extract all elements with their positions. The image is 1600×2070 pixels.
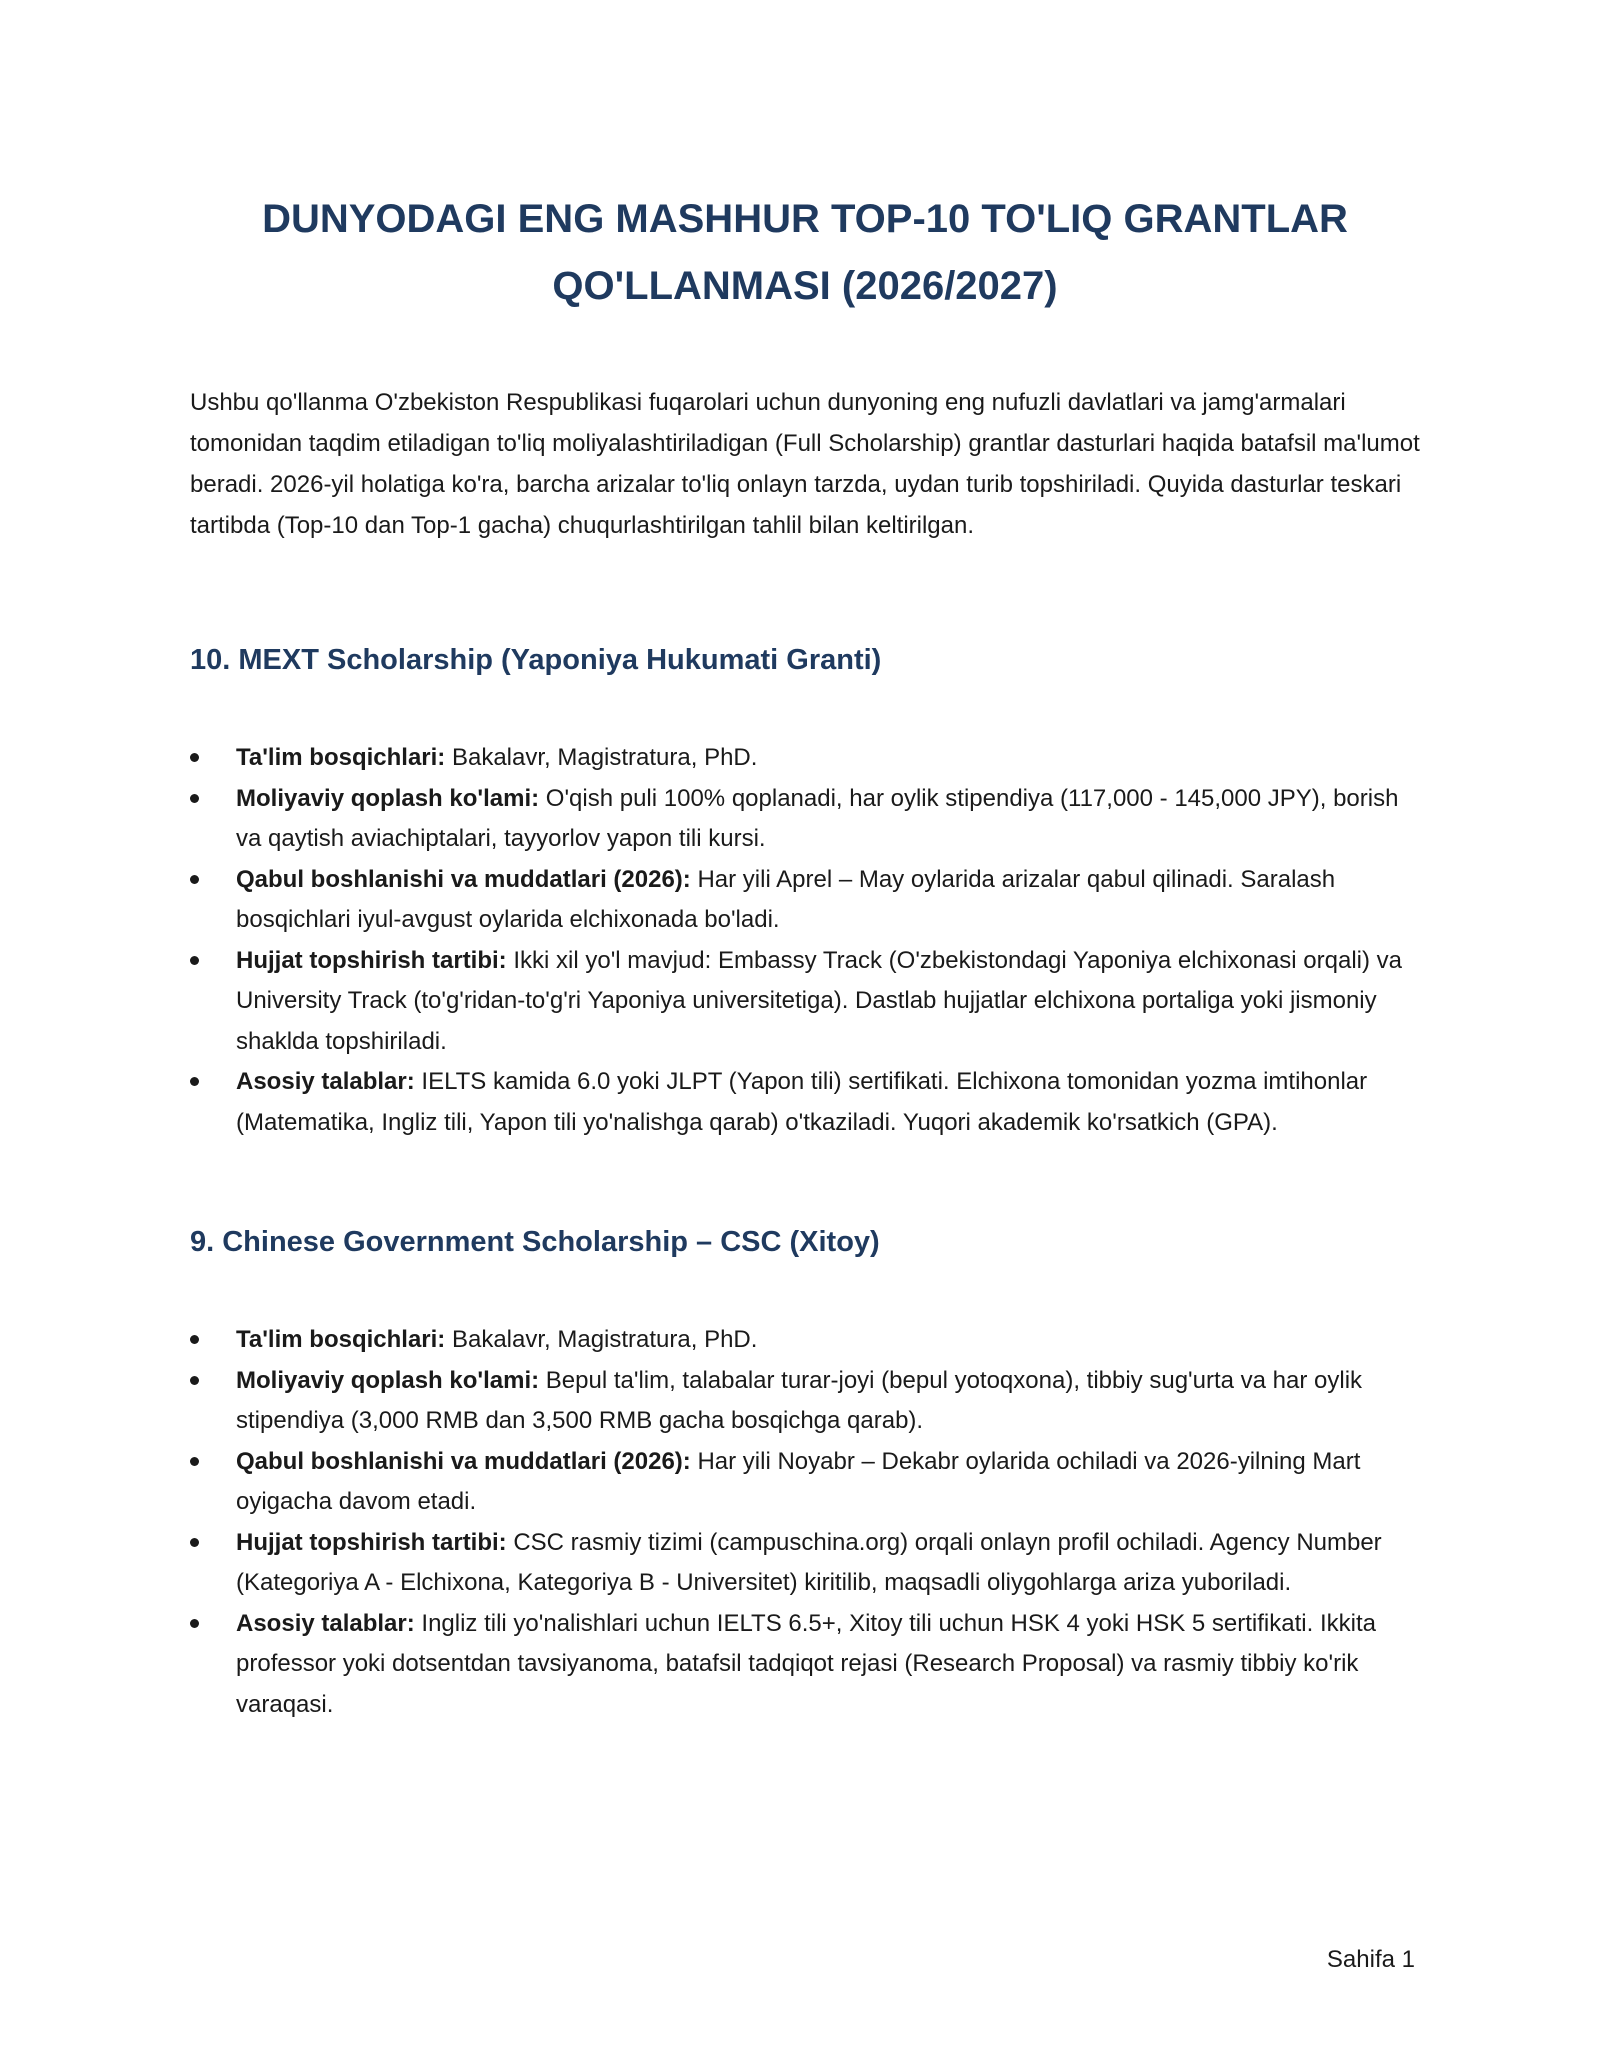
item-label: Qabul boshlanishi va muddatlari (2026): [236, 1447, 691, 1475]
item-label: Moliyaviy qoplash ko'lami: [236, 1366, 540, 1394]
item-label: Ta'lim bosqichlari: [236, 744, 446, 771]
list-item [190, 1320, 1430, 1361]
list-item [190, 1361, 1430, 1442]
title-line-2: QO'LLANMASI (2026/2027) [552, 264, 1058, 308]
item-label: Asosiy talablar: [236, 1068, 415, 1095]
section-heading-csc: 9. Chinese Government Scholarship – CSC (Xitoy) [190, 1226, 880, 1258]
bullet-icon [190, 956, 199, 965]
section-list-mext [190, 738, 1430, 1143]
section-heading-mext: 10. MEXT Scholarship (Yaponiya Hukumati Granti) [190, 644, 882, 676]
bullet-icon [190, 1457, 199, 1466]
bullet-icon [190, 1335, 199, 1344]
list-item [190, 1442, 1430, 1523]
title-line-1: DUNYODAGI ENG MASHHUR TOP-10 TO'LIQ GRANTLAR [262, 197, 1348, 241]
list-item [190, 860, 1430, 941]
item-label: Hujjat topshirish tartibi: [236, 946, 507, 974]
item-text: Bakalavr, Magistratura, PhD. [445, 744, 758, 771]
item-text: Bakalavr, Magistratura, PhD. [445, 1326, 758, 1353]
item-text: CSC rasmiy tizimi (campuschina.org) orqali onlayn profil ochiladi. Agency Number (Kategoriya A - Elchixona, Kategoriya B - Universitet) kiritilib, maqsadli oliygohlarga ariza yuboriladi. [236, 1528, 1382, 1596]
bullet-icon [190, 753, 199, 762]
item-text: Ikki xil yo'l mavjud: Embassy Track (O'zbekistondagi Yaponiya elchixonasi orqali) va University Track (to'g'ridan-to'g'ri Yaponiya universitetiga). Dastlab hujjatlar elchixona portaliga yoki jismoniy shaklda topshiriladi. [236, 946, 1402, 1055]
section-list-csc [190, 1320, 1430, 1725]
list-item [190, 1604, 1430, 1726]
document-title [190, 186, 1420, 320]
item-label: Hujjat topshirish tartibi: [236, 1528, 507, 1556]
bullet-icon [190, 794, 199, 803]
item-label: Moliyaviy qoplash ko'lami: [236, 784, 540, 812]
item-text: IELTS kamida 6.0 yoki JLPT (Yapon tili) sertifikati. Elchixona tomonidan yozma imtihonlar (Matematika, Ingliz tili, Yapon tili yo'nalishga qarab) o'tkaziladi. Yuqori akademik ko'rsatkich (GPA). [236, 1068, 1368, 1136]
intro-paragraph: Ushbu qo'llanma O'zbekiston Respublikasi fuqarolari uchun dunyoning eng nufuzli davlatlari va jamg'armalari tomonidan taqdim etiladigan to'liq moliyalashtiriladigan (Full Scholarship) grantlar dasturlari haqida batafsil ma'lumot beradi. 2026-yil holatiga ko'ra, barcha arizalar to'liq onlayn tarzda, uydan turib topshiriladi. Quyida dasturlar teskari tartibda (Top-10 dan Top-1 gacha) chuqurlashtirilgan tahlil bilan keltirilgan. [190, 389, 1420, 539]
bullet-icon [190, 1619, 199, 1628]
list-item [190, 1062, 1430, 1143]
bullet-icon [190, 1376, 199, 1385]
bullet-icon [190, 1538, 199, 1547]
item-label: Asosiy talablar: [236, 1609, 415, 1637]
item-label: Qabul boshlanishi va muddatlari (2026): [236, 865, 691, 893]
item-text: Har yili Aprel – May oylarida arizalar qabul qilinadi. Saralash bosqichlari iyul-avgust oylarida elchixonada bo'ladi. [236, 865, 1336, 933]
list-item [190, 941, 1430, 1063]
item-text: Bepul ta'lim, talabalar turar-joyi (bepul yotoqxona), tibbiy sug'urta va har oylik stipendiya (3,000 RMB dan 3,500 RMB gacha bosqichga qarab). [236, 1366, 1363, 1434]
item-text: Ingliz tili yo'nalishlari uchun IELTS 6.5+, Xitoy tili uchun HSK 4 yoki HSK 5 sertifikati. Ikkita professor yoki dotsentdan tavsiyanoma, batafsil tadqiqot rejasi (Research Proposal) va rasmiy tibbiy ko'rik varaqasi. [236, 1609, 1376, 1718]
item-text: Har yili Noyabr – Dekabr oylarida ochiladi va 2026-yilning Mart oyigacha davom etadi. [236, 1447, 1361, 1515]
bullet-icon [190, 1077, 199, 1086]
item-label: Ta'lim bosqichlari: [236, 1326, 446, 1353]
list-item [190, 1523, 1430, 1604]
page-number: Sahifa 1 [1326, 1946, 1415, 1973]
bullet-icon [190, 875, 199, 884]
item-text: O'qish puli 100% qoplanadi, har oylik stipendiya (117,000 - 145,000 JPY), borish va qaytish aviachiptalari, tayyorlov yapon tili kursi. [236, 784, 1399, 852]
list-item [190, 779, 1430, 860]
list-item [190, 738, 1430, 779]
